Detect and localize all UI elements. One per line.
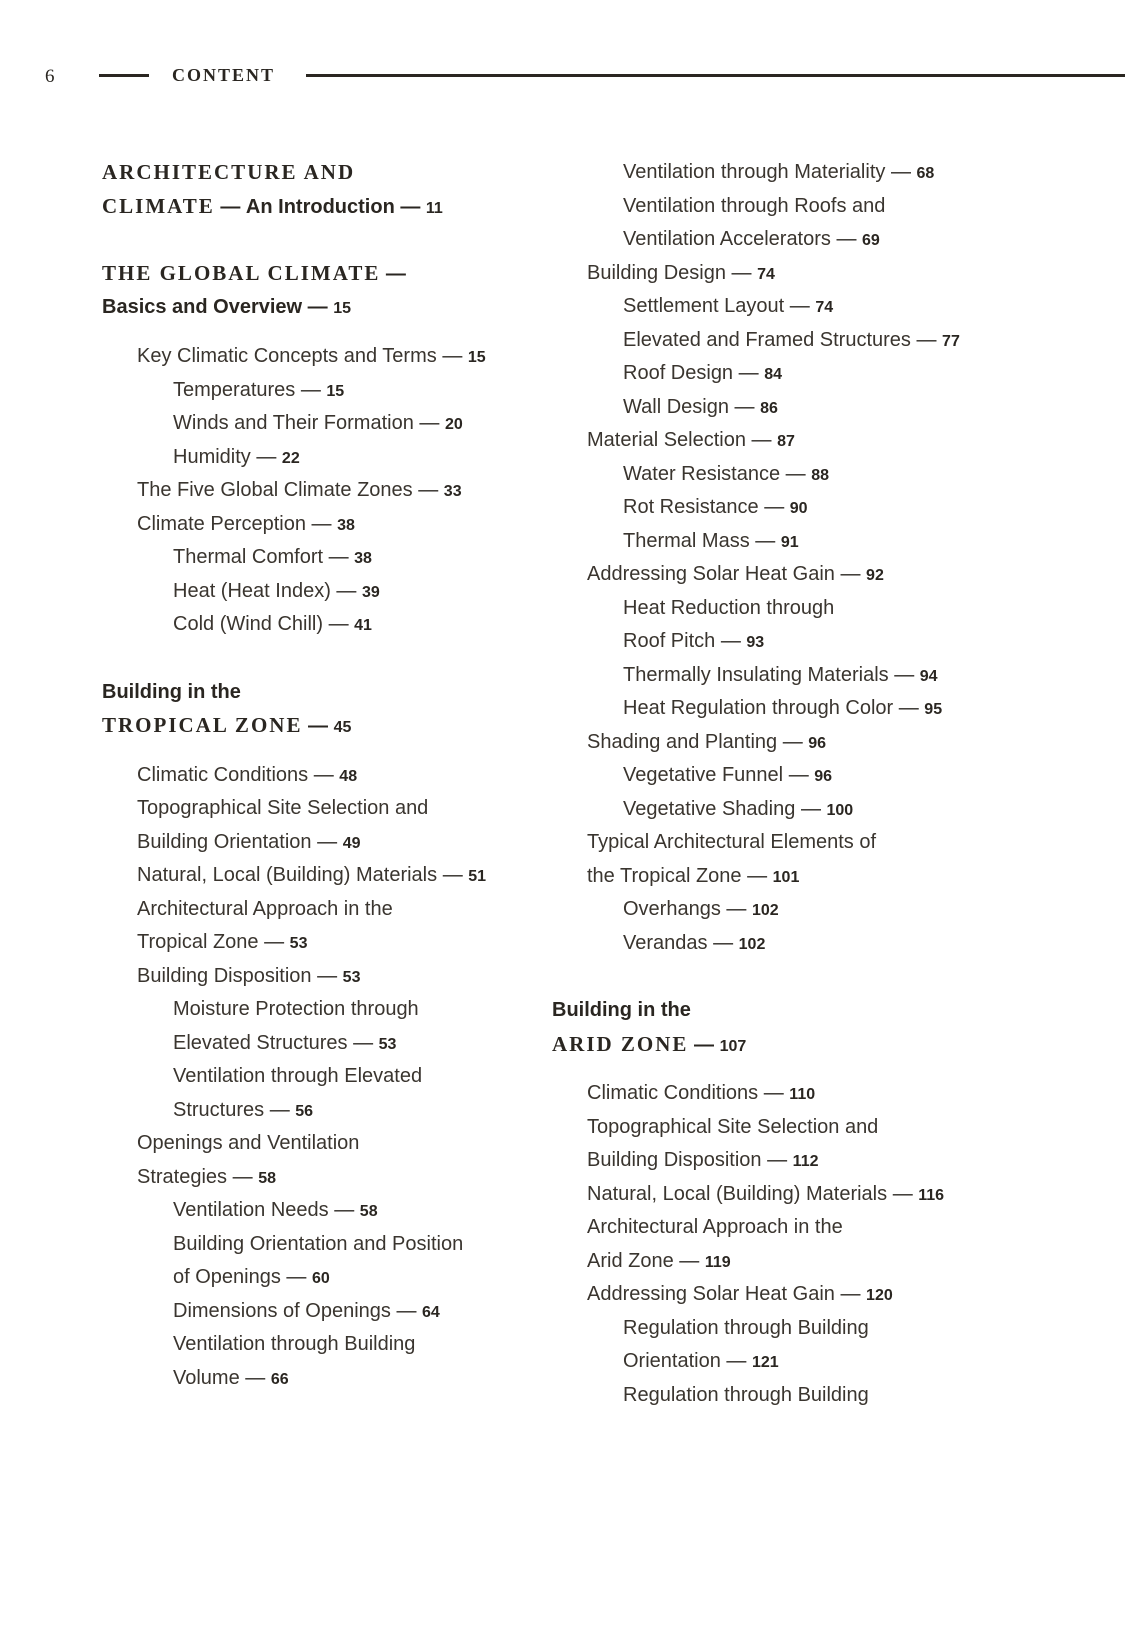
section-title-text: THE GLOBAL CLIMATE	[102, 261, 381, 285]
dash: —	[764, 496, 785, 518]
page-ref: 49	[342, 834, 361, 852]
page-ref: 64	[422, 1303, 440, 1321]
toc-entry	[102, 1228, 532, 1262]
toc-entry-text: Humidity	[173, 445, 251, 468]
dash: —	[767, 1149, 788, 1171]
toc-entry-text: Rot Resistance	[623, 496, 759, 518]
section-pre-text: Building in the	[102, 680, 241, 703]
page-ref: 120	[866, 1287, 893, 1304]
section-title-line2	[102, 190, 532, 224]
page-ref: 74	[757, 265, 775, 283]
toc-entry	[102, 826, 532, 860]
toc-entry	[552, 1077, 992, 1111]
toc-entry-text: Building Design	[587, 261, 726, 284]
toc-entry	[102, 608, 532, 642]
section-title-text: TROPICAL ZONE	[102, 713, 303, 737]
dash: —	[890, 161, 911, 183]
toc-entry	[102, 893, 532, 927]
dash: —	[731, 261, 752, 284]
toc-entry-text: Vegetative Shading	[623, 797, 796, 820]
page-ref: 91	[780, 533, 799, 551]
toc-entry	[552, 826, 992, 860]
toc-entry	[552, 290, 992, 324]
toc-entry	[552, 893, 992, 927]
dash: —	[713, 931, 734, 954]
toc-entry	[552, 759, 992, 793]
toc-entry	[552, 424, 992, 458]
page-ref: 92	[866, 567, 884, 584]
toc-entry	[552, 793, 992, 827]
dash: —	[840, 1283, 861, 1305]
dash: —	[836, 228, 857, 250]
page-ref: 38	[354, 550, 372, 567]
toc-entry-text: Moisture Protection through	[173, 998, 419, 1020]
section-title-text: CLIMATE	[102, 193, 215, 218]
toc-entry-text: Climatic Conditions	[587, 1082, 759, 1104]
toc-entry	[102, 407, 532, 441]
dash: —	[738, 362, 759, 384]
dash: —	[894, 663, 915, 686]
toc-entry	[552, 625, 992, 659]
dash: —	[396, 1299, 417, 1322]
toc-entry-text: Architectural Approach in the	[137, 897, 393, 920]
header-rule-left	[99, 74, 149, 77]
toc-entry-text: Roof Pitch	[623, 630, 716, 652]
section-title-line	[102, 257, 532, 291]
toc-entry	[552, 1312, 992, 1346]
page-ref: 86	[760, 399, 778, 417]
dash: —	[763, 1082, 784, 1104]
dash: —	[336, 579, 357, 602]
toc-entry-text: Building Orientation and Position	[173, 1232, 464, 1255]
toc-entry	[102, 1127, 532, 1161]
toc-entry-text: Heat Regulation through Color	[623, 697, 894, 719]
toc-entry-text: Building Disposition	[137, 964, 312, 987]
toc-entry	[552, 1144, 992, 1178]
toc-entry-text: Overhangs	[623, 898, 721, 920]
toc-entry-text: Strategies	[137, 1165, 228, 1188]
toc-entry	[102, 374, 532, 408]
dash: —	[385, 263, 406, 285]
dash: —	[694, 1033, 714, 1056]
toc-entry	[552, 1211, 992, 1245]
toc-entry	[552, 1111, 992, 1145]
toc-right-column	[552, 156, 992, 1412]
toc-entry	[552, 592, 992, 626]
dash: —	[892, 1182, 913, 1205]
toc-entry	[552, 1178, 992, 1212]
page-ref: 15	[326, 382, 345, 400]
page-ref: 53	[378, 1035, 397, 1053]
page-ref: 58	[359, 1203, 378, 1220]
toc-entry-text: Tropical Zone	[137, 931, 259, 953]
toc-entry-text: Thermal Comfort	[173, 546, 324, 568]
page-ref: 11	[425, 199, 443, 217]
page-ref: 96	[808, 734, 827, 752]
dash: —	[800, 797, 821, 820]
dash: —	[245, 1366, 266, 1389]
dash: —	[232, 1165, 253, 1188]
page-ref: 68	[916, 165, 935, 182]
toc-entry	[552, 458, 992, 492]
toc-entry-text: Openings and Ventilation	[137, 1132, 360, 1154]
toc-entry-text: Ventilation through Roofs and	[623, 194, 886, 217]
toc-entry-text: Arid Zone	[587, 1249, 674, 1272]
toc-entry-text: Dimensions of Openings	[173, 1299, 391, 1322]
header-rule-right	[306, 74, 1125, 77]
section-pre	[552, 994, 992, 1028]
dash: —	[353, 1031, 374, 1054]
toc-entries	[102, 340, 532, 642]
toc-entry-text: Heat Reduction through	[623, 596, 835, 619]
toc-entry-text: Climatic Conditions	[137, 763, 309, 786]
toc-entry	[102, 1027, 532, 1061]
toc-entries	[552, 1077, 992, 1412]
toc-entry-text: Typical Architectural Elements of	[587, 831, 877, 853]
dash: —	[785, 462, 806, 485]
toc-entry-text: Regulation through Building	[623, 1383, 869, 1406]
toc-entry	[102, 792, 532, 826]
toc-entry-text: Ventilation through Elevated	[173, 1065, 423, 1087]
page-ref: 38	[337, 516, 355, 534]
section-title	[102, 156, 532, 190]
page-ref: 77	[942, 332, 960, 350]
page-ref: 15	[467, 349, 486, 366]
page-ref: 45	[333, 719, 352, 736]
toc-entry-text: Elevated and Framed Structures	[623, 328, 911, 351]
section-title-line	[102, 709, 532, 743]
toc-entry	[102, 1328, 532, 1362]
toc-entry	[102, 1161, 532, 1195]
dash: —	[755, 529, 776, 552]
dash: —	[269, 1098, 290, 1121]
toc-entry-text: Elevated Structures	[173, 1031, 348, 1054]
dash: —	[916, 328, 937, 351]
dash: —	[726, 1350, 747, 1372]
toc-entry	[102, 1261, 532, 1295]
toc-entry-text: Building Disposition	[587, 1149, 762, 1171]
section-subtitle-line	[102, 291, 532, 325]
dash: —	[334, 1199, 355, 1221]
section-title-text: ARCHITECTURE AND	[102, 160, 356, 184]
toc-entry	[102, 993, 532, 1027]
toc-entry-text: Orientation	[623, 1350, 721, 1372]
toc-entry	[102, 1295, 532, 1329]
header-title: CONTENT	[172, 65, 276, 85]
page-ref: 51	[468, 868, 487, 885]
toc-entry	[552, 692, 992, 726]
toc-entry	[102, 508, 532, 542]
page-ref: 107	[719, 1037, 747, 1055]
page-ref: 121	[751, 1354, 779, 1371]
dash: —	[311, 512, 332, 535]
page-number: 6	[45, 66, 55, 87]
toc-entry	[552, 659, 992, 693]
page-ref: 95	[924, 701, 943, 718]
toc-entries	[102, 759, 532, 1396]
dash: —	[442, 345, 463, 367]
page-ref: 100	[826, 801, 854, 819]
toc-entry-text: Thermal Mass	[623, 529, 750, 552]
dash: —	[788, 764, 809, 786]
page-ref: 22	[281, 449, 300, 467]
toc-entry-text: Topographical Site Selection and	[587, 1115, 879, 1138]
dash: —	[308, 715, 329, 737]
toc-entry-text: Water Resistance	[623, 462, 781, 485]
toc-entry-text: Shading and Planting	[587, 730, 778, 753]
toc-entry	[102, 859, 532, 893]
dash: —	[286, 1266, 307, 1288]
toc-entry	[102, 441, 532, 475]
page-ref: 93	[746, 634, 765, 651]
toc-entry-text: Volume	[173, 1366, 240, 1389]
section-title-text: ARID ZONE	[552, 1031, 689, 1056]
dash: —	[782, 730, 803, 753]
toc-entry	[552, 525, 992, 559]
page-ref: 101	[772, 868, 800, 886]
toc-entry-text: Verandas	[623, 931, 708, 954]
toc-entry	[102, 1094, 532, 1128]
toc-entry	[102, 759, 532, 793]
toc-entry-text: Addressing Solar Heat Gain	[587, 1283, 835, 1305]
dash: —	[328, 546, 349, 568]
page-ref: 102	[738, 935, 766, 953]
toc-entry-text: The Five Global Climate Zones	[137, 479, 413, 501]
dash: —	[840, 563, 861, 585]
page-ref: 41	[354, 617, 372, 634]
dash: —	[400, 195, 421, 218]
toc-entry-text: Material Selection	[587, 429, 746, 451]
page-ref: 116	[918, 1186, 945, 1204]
dash: —	[747, 864, 768, 887]
page-ref: 119	[704, 1253, 731, 1271]
dash: —	[307, 295, 328, 318]
toc-entry	[552, 357, 992, 391]
page-ref: 110	[789, 1086, 816, 1103]
dash: —	[220, 195, 241, 218]
dash: —	[898, 697, 919, 719]
dash: —	[720, 630, 741, 652]
toc-entry	[552, 257, 992, 291]
toc-entry-text: Winds and Their Formation	[173, 412, 414, 434]
dash: —	[419, 412, 440, 434]
page-ref: 60	[311, 1270, 330, 1287]
toc-entry-text: Heat (Heat Index)	[173, 579, 331, 602]
page-ref: 69	[862, 232, 880, 249]
toc-entry	[102, 1362, 532, 1396]
toc-entry	[102, 474, 532, 508]
page-ref: 56	[295, 1102, 314, 1120]
section-subtitle: An Introduction	[245, 195, 395, 218]
page-ref: 53	[342, 968, 361, 986]
toc-entry-text: Roof Design	[623, 362, 734, 384]
toc-entry	[552, 156, 992, 190]
toc-entry-text: of Openings	[173, 1266, 281, 1288]
toc-entry-text: Architectural Approach in the	[587, 1216, 843, 1238]
dash: —	[256, 445, 277, 468]
page-ref: 87	[777, 433, 795, 450]
toc-entry	[102, 575, 532, 609]
toc-entry	[552, 324, 992, 358]
page-ref: 84	[764, 366, 782, 383]
page-ref: 102	[751, 902, 779, 919]
toc-entry	[552, 860, 992, 894]
page-ref: 90	[789, 500, 808, 517]
toc-entry-text: the Tropical Zone	[587, 864, 742, 887]
toc-entry-text: Regulation through Building	[623, 1316, 869, 1339]
toc-entry	[552, 1379, 992, 1413]
toc-entry	[552, 1345, 992, 1379]
toc-entry	[552, 1245, 992, 1279]
dash: —	[679, 1249, 700, 1272]
page-ref: 48	[339, 767, 358, 785]
toc-entry-text: Climate Perception	[137, 512, 306, 535]
dash: —	[317, 964, 338, 987]
dash: —	[789, 295, 810, 317]
toc-entry-text: Vegetative Funnel	[623, 764, 784, 786]
toc-entry	[102, 1060, 532, 1094]
toc-entry-text: Ventilation Accelerators	[623, 228, 831, 250]
toc-entries	[552, 156, 992, 960]
page-ref: 96	[814, 768, 833, 785]
toc-entry	[552, 1278, 992, 1312]
section-subtitle: Basics and Overview	[102, 295, 303, 318]
toc-entry-text: Cold (Wind Chill)	[173, 613, 324, 635]
toc-entry	[102, 926, 532, 960]
toc-entry-text: Ventilation through Building	[173, 1333, 416, 1355]
toc-left-column	[102, 156, 532, 1395]
toc-entry-text: Building Orientation	[137, 830, 312, 853]
toc-entry	[102, 541, 532, 575]
page-ref: 39	[361, 583, 380, 601]
page-ref: 53	[289, 935, 308, 952]
toc-entry	[552, 491, 992, 525]
page-ref: 74	[815, 299, 834, 316]
section-title-line	[552, 1028, 992, 1062]
dash: —	[264, 931, 285, 953]
toc-entry-text: Ventilation Needs	[173, 1199, 329, 1221]
toc-entry	[552, 190, 992, 224]
toc-entry	[552, 391, 992, 425]
toc-entry-text: Key Climatic Concepts and Terms	[137, 345, 437, 367]
dash: —	[442, 864, 463, 886]
toc-entry-text: Natural, Local (Building) Materials	[587, 1182, 888, 1205]
dash: —	[726, 898, 747, 920]
page-ref: 88	[811, 466, 830, 484]
toc-entry	[552, 927, 992, 961]
toc-entry-text: Natural, Local (Building) Materials	[137, 864, 438, 886]
page-ref: 58	[258, 1169, 276, 1187]
toc-entry-text: Thermally Insulating Materials	[623, 663, 889, 686]
toc-entry	[102, 340, 532, 374]
toc-entry-text: Structures	[173, 1098, 265, 1121]
dash: —	[751, 429, 772, 451]
section-pre	[102, 676, 532, 710]
toc-entry	[102, 1194, 532, 1228]
toc-entry-text: Topographical Site Selection and	[137, 797, 429, 819]
page-ref: 15	[333, 299, 352, 317]
toc-entry	[552, 223, 992, 257]
toc-entry-text: Addressing Solar Heat Gain	[587, 563, 835, 585]
toc-entry-text: Settlement Layout	[623, 295, 785, 317]
section-pre-text: Building in the	[552, 999, 691, 1021]
dash: —	[418, 479, 439, 501]
dash: —	[313, 763, 334, 786]
page-ref: 20	[444, 416, 463, 433]
page-header	[0, 62, 1125, 92]
toc-entry-text: Wall Design	[623, 395, 729, 418]
page-ref: 66	[270, 1370, 289, 1388]
toc-entry	[102, 960, 532, 994]
page-ref: 33	[443, 483, 462, 500]
toc-entry-text: Ventilation through Materiality	[623, 161, 886, 183]
dash: —	[300, 378, 321, 401]
page-ref: 112	[792, 1153, 819, 1170]
toc-entry-text: Temperatures	[173, 378, 296, 401]
dash: —	[328, 613, 349, 635]
page-ref: 94	[919, 667, 938, 685]
dash: —	[317, 830, 338, 853]
toc-entry	[552, 558, 992, 592]
toc-entry	[552, 726, 992, 760]
dash: —	[734, 395, 755, 418]
